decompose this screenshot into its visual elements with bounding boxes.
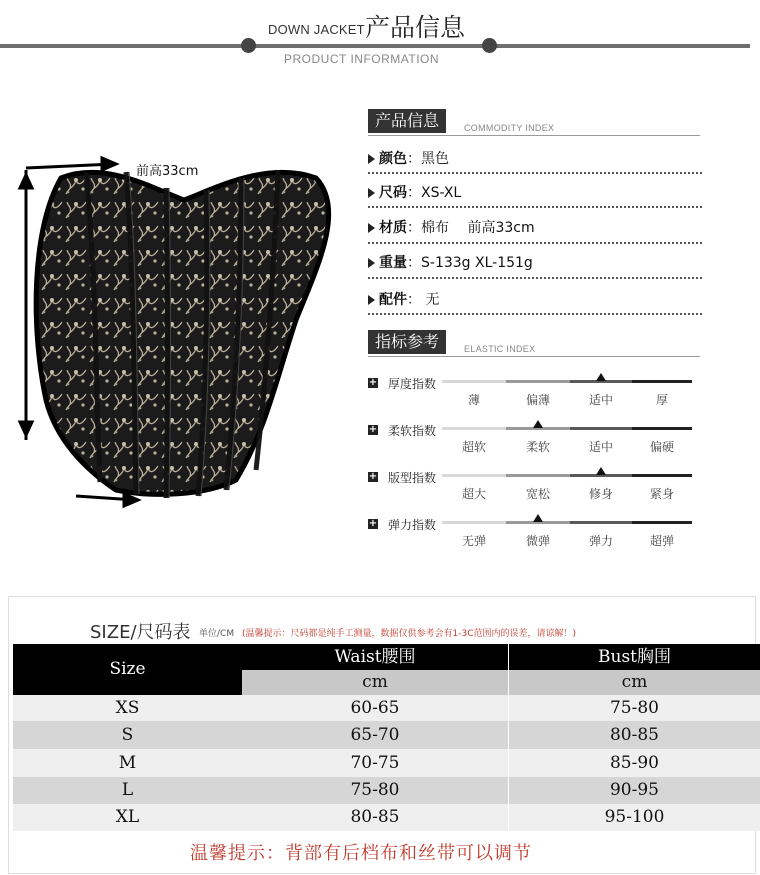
- index-scale-label: 微弹: [525, 534, 550, 548]
- index-scale-segment: [570, 521, 632, 524]
- triangle-bullet-icon: [368, 188, 375, 198]
- size-table-note: (温馨提示：尺码都是纯手工测量，数据仅供参考会有1-3C范围内的误差，请谅解！): [242, 629, 577, 639]
- size-table-cell-size: XS: [13, 695, 242, 721]
- plus-icon: +: [368, 471, 378, 482]
- corset-body-shape: [36, 172, 329, 494]
- triangle-bullet-icon: [368, 223, 375, 233]
- size-table-cell-size: XL: [13, 804, 242, 831]
- info-label: 材质: [379, 220, 407, 236]
- header-waist-cell: Waist腰围: [242, 644, 508, 670]
- index-pointer-icon: [596, 467, 606, 475]
- index-name: 柔软指数: [388, 424, 437, 438]
- index-pointer-icon: [533, 420, 543, 428]
- size-table-cell-waist: 75-80: [242, 777, 508, 804]
- index-scale-segment: [506, 474, 570, 477]
- index-tag: 指标参考: [368, 330, 446, 354]
- index-pointer-icon: [596, 373, 606, 381]
- info-row-color: [368, 148, 702, 170]
- size-table-cell-waist: 70-75: [242, 749, 508, 777]
- plus-icon: +: [368, 424, 378, 435]
- header-bust-unit-cell: cm: [509, 670, 760, 695]
- index-rule: [368, 356, 700, 357]
- product-info-subtitle: COMMODITY INDEX: [464, 123, 555, 133]
- size-table-cell-bust: 75-80: [509, 695, 760, 721]
- index-scale-label: 无弹: [461, 534, 486, 548]
- index-scale-segment: [442, 427, 506, 430]
- triangle-bullet-icon: [368, 295, 375, 305]
- index-scale-label: 偏硬: [649, 440, 674, 454]
- index-scale-segment: [506, 380, 570, 383]
- index-scale-segment: [632, 427, 692, 430]
- header-size-cell: Size: [13, 644, 242, 695]
- triangle-bullet-icon: [368, 258, 375, 268]
- size-table-cell-bust: 85-90: [509, 749, 760, 777]
- index-name: 弹力指数: [388, 518, 437, 532]
- index-scale-segment: [442, 380, 506, 383]
- index-scale-label: 柔软: [525, 440, 550, 454]
- info-dotted-divider: [368, 313, 702, 315]
- index-name: 厚度指数: [388, 377, 437, 391]
- index-scale-label: 宽松: [525, 487, 550, 501]
- size-table-cell-waist: 80-85: [242, 804, 508, 831]
- index-scale-label: 超大: [461, 487, 486, 501]
- front-length-label: 前高33cm: [136, 164, 199, 179]
- corset-product-image: [16, 150, 356, 520]
- triangle-bullet-icon: [368, 154, 375, 164]
- index-subtitle: ELASTIC INDEX: [464, 344, 536, 354]
- product-info-tag: 产品信息: [368, 109, 446, 133]
- index-scale-label: 适中: [588, 440, 613, 454]
- info-label: 尺码: [379, 185, 407, 201]
- size-table-cell-waist: 60-65: [242, 695, 508, 721]
- index-name: 版型指数: [388, 471, 437, 485]
- index-row-thickness: [368, 378, 698, 418]
- header-bust-cell: Bust胸围: [509, 644, 760, 670]
- header-divider-line: [0, 44, 750, 48]
- footer-warm-tip: 温馨提示：背部有后档布和丝带可以调节: [190, 843, 532, 864]
- header-dot-right: [482, 38, 497, 53]
- size-table-cell-size: M: [13, 749, 242, 777]
- index-scale-label: 超软: [461, 440, 486, 454]
- size-table-title: SIZE/尺码表: [90, 622, 191, 643]
- size-table-unit: 单位/CM: [199, 629, 235, 639]
- info-extra-front-length: 前高33cm: [467, 220, 535, 236]
- index-scale-segment: [632, 474, 692, 477]
- index-scale-label: 薄: [467, 393, 480, 407]
- info-value: ：黑色: [407, 151, 449, 167]
- info-value: ： 无: [407, 292, 440, 308]
- index-scale-label: 厚: [655, 393, 668, 407]
- index-row-softness: [368, 425, 698, 465]
- index-scale-label: 适中: [588, 393, 613, 407]
- index-scale-label: 修身: [588, 487, 613, 501]
- size-table-cell-waist: 65-70: [242, 721, 508, 749]
- index-row-elasticity: [368, 519, 698, 559]
- size-table-cell-bust: 95-100: [509, 804, 760, 831]
- index-scale-segment: [632, 521, 692, 524]
- header-chinese-title: 产品信息: [365, 13, 466, 42]
- index-scale-segment: [442, 521, 506, 524]
- index-scale-segment: [570, 427, 632, 430]
- size-table-cell-bust: 80-85: [509, 721, 760, 749]
- index-scale-label: 紧身: [649, 487, 674, 501]
- info-row-accessories: [368, 289, 702, 311]
- info-row-size: [368, 182, 702, 204]
- info-row-weight: [368, 252, 702, 274]
- info-row-material: [368, 217, 702, 239]
- header-dot-left: [241, 38, 256, 53]
- index-pointer-icon: [533, 514, 543, 522]
- header-waist-unit-cell: cm: [242, 670, 508, 695]
- size-table-cell-bust: 90-95: [509, 777, 760, 804]
- plus-icon: +: [368, 377, 378, 388]
- index-scale-label: 弹力: [588, 534, 613, 548]
- info-dotted-divider: [368, 206, 702, 208]
- size-table-cell-size: S: [13, 721, 242, 749]
- index-scale-label: 偏薄: [525, 393, 550, 407]
- info-value: ：S-133g XL-151g: [407, 255, 533, 271]
- index-row-fit: [368, 472, 698, 512]
- info-value: ：XS-XL: [407, 185, 462, 201]
- header-english-title: DOWN JACKET: [268, 22, 365, 37]
- info-dotted-divider: [368, 242, 702, 244]
- index-scale-label: 超弹: [649, 534, 674, 548]
- info-label: 颜色: [379, 151, 407, 167]
- info-dotted-divider: [368, 277, 702, 279]
- info-value: ：棉布: [407, 220, 449, 236]
- info-label: 配件: [379, 292, 407, 308]
- size-table-cell-size: L: [13, 777, 242, 804]
- index-scale-segment: [632, 380, 692, 383]
- info-label: 重量: [379, 255, 407, 271]
- product-info-rule: [368, 135, 700, 136]
- index-scale-segment: [442, 474, 506, 477]
- plus-icon: +: [368, 518, 378, 529]
- info-dotted-divider: [368, 172, 702, 174]
- header-subtitle: PRODUCT INFORMATION: [284, 52, 440, 66]
